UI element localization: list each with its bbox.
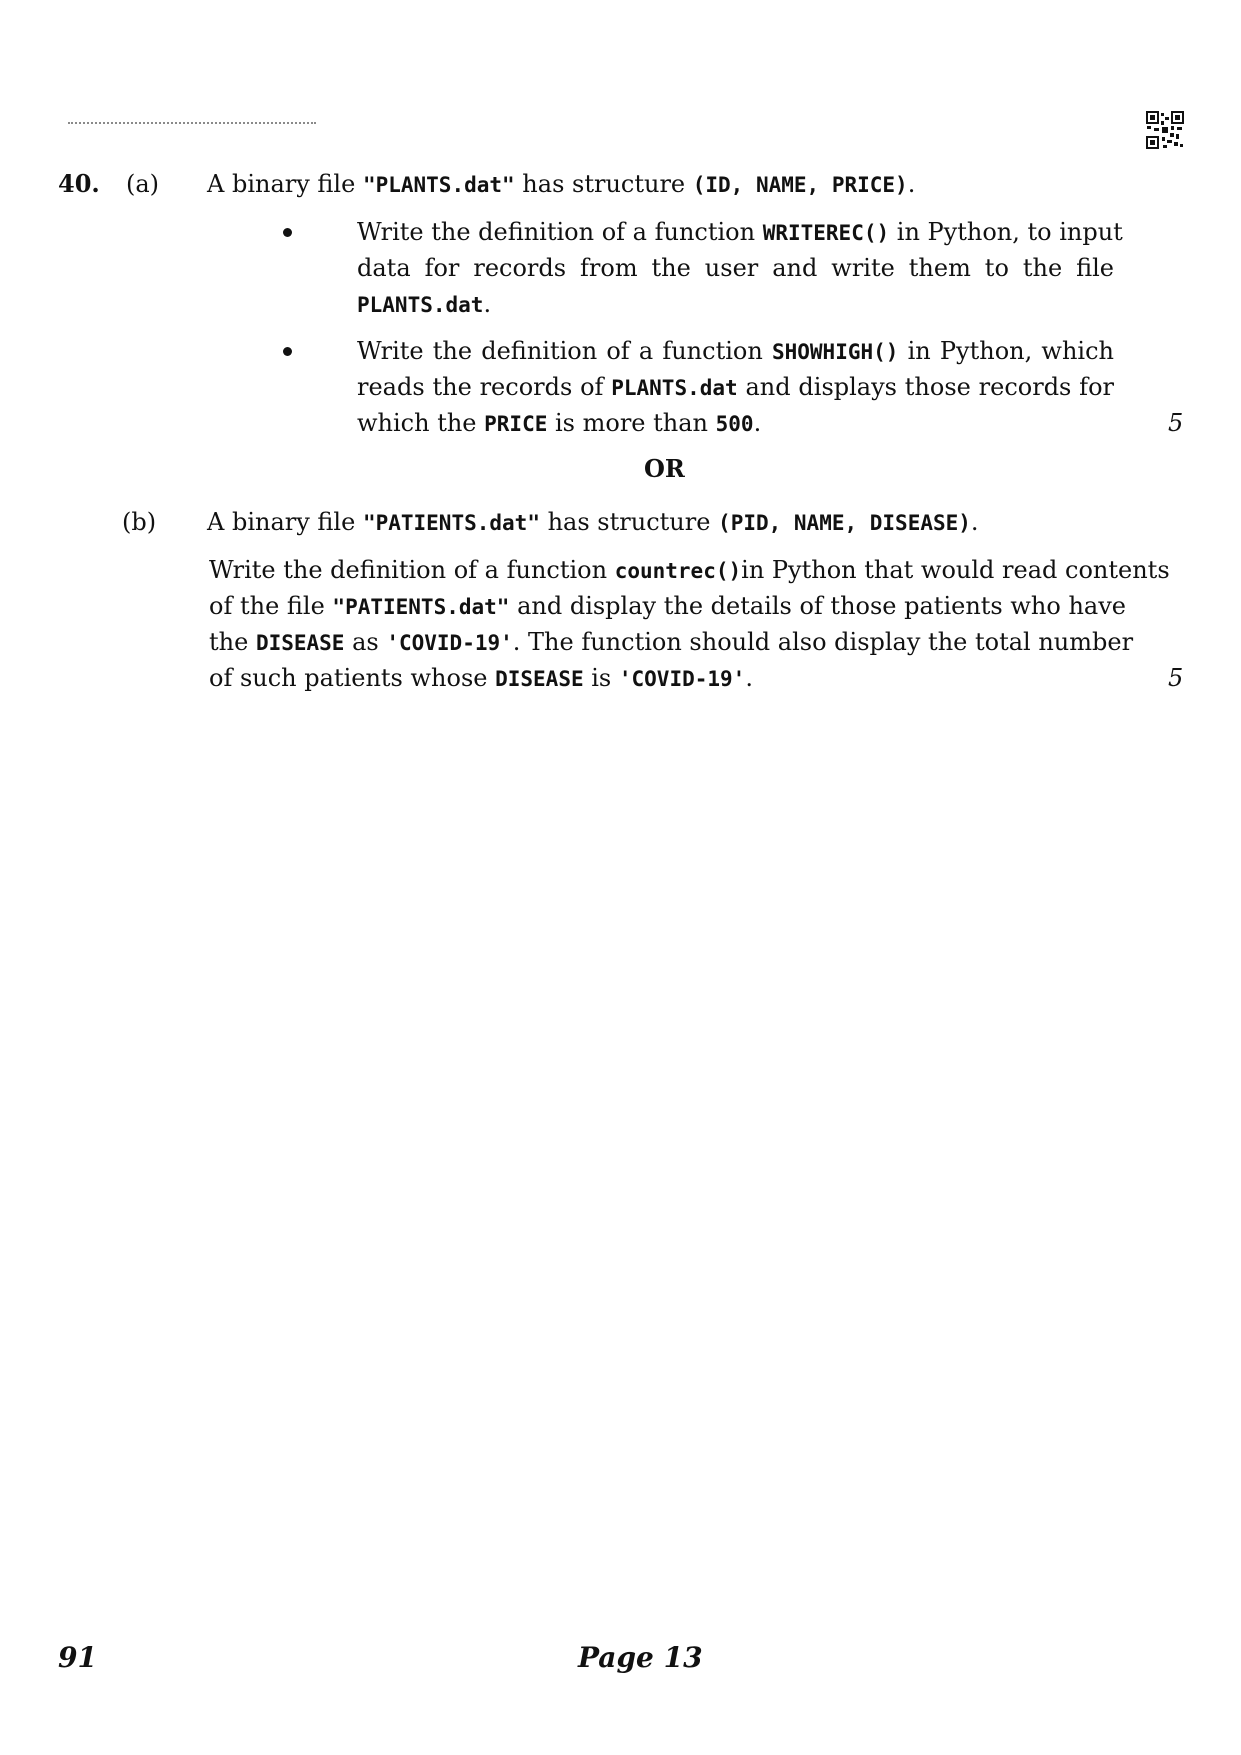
question-number: 40. [58, 169, 100, 198]
bullet-1-line-3: PLANTS.dat. [357, 290, 492, 318]
part-b-line-2: of the file "PATIENTS.dat" and display the details of those patients who have [209, 592, 1126, 620]
bullet-1-dot [283, 228, 292, 237]
part-b-line-1: Write the definition of a function countrec()in Python that would read contents [209, 556, 1170, 584]
bullet-2-dot [283, 347, 292, 356]
header-dotted-line [68, 122, 316, 124]
part-b-line-3: the DISEASE as 'COVID-19'. The function should also display the total number [209, 628, 1134, 656]
part-a-marks: 5 [1168, 409, 1184, 437]
bullet-2-line-3: which the PRICE is more than 500. [357, 409, 762, 437]
bullet-2-line-2: reads the records of PLANTS.dat and displays those records for [357, 373, 1114, 401]
part-a-intro: A binary file "PLANTS.dat" has structure (ID, NAME, PRICE). [207, 170, 916, 198]
bullet-1-line-2: data for records from the user and write them to the file [357, 254, 1114, 282]
bullet-2-line-1: Write the definition of a function SHOWHIGH() in Python, which [357, 337, 1114, 365]
part-b-intro: A binary file "PATIENTS.dat" has structure (PID, NAME, DISEASE). [207, 508, 979, 536]
page-number: Page 13 [578, 1641, 703, 1674]
part-b-marks: 5 [1168, 664, 1184, 692]
paper-code: 91 [58, 1641, 97, 1674]
part-b-label: (b) [122, 508, 157, 536]
or-separator: OR [644, 454, 685, 483]
qr-code-icon [1146, 111, 1184, 149]
part-a-label: (a) [126, 170, 160, 198]
part-b-line-4: of such patients whose DISEASE is 'COVID-19'. [209, 664, 753, 692]
bullet-1-line-1: Write the definition of a function WRITEREC() in Python, to input [357, 218, 1123, 246]
